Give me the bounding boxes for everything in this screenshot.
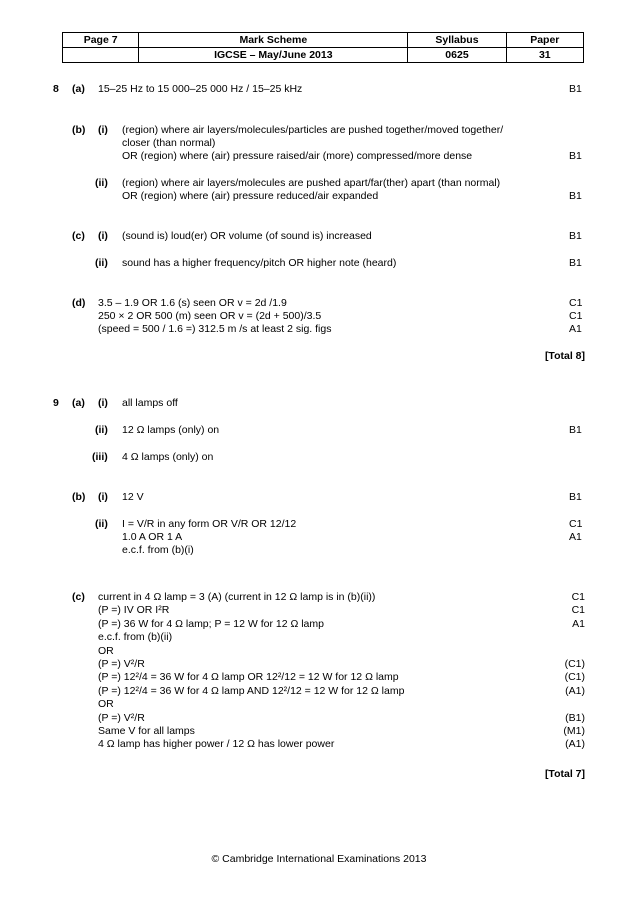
q9-bii-label: (ii) — [95, 518, 108, 530]
q8-d-line1: 3.5 – 1.9 OR 1.6 (s) seen OR v = 2d /1.9 — [98, 297, 287, 309]
q9-c-line: Same V for all lamps — [98, 725, 195, 737]
q9-bii-line3: e.c.f. from (b)(i) — [122, 544, 194, 556]
header-paper-no: 31 — [506, 48, 583, 63]
q8-cii-label: (ii) — [95, 257, 108, 269]
q9-c-mark: (A1) — [565, 738, 585, 751]
q9-c-line: (P =) 12²/4 = 36 W for 4 Ω lamp OR 12²/12 = 12 W for 12 Ω lamp — [98, 671, 399, 684]
header-blank — [63, 48, 139, 63]
q9-c-mark: (C1) — [564, 658, 585, 670]
q9-ai-text: all lamps off — [122, 397, 178, 409]
q8-cii-text: sound has a higher frequency/pitch OR higher note (heard) — [122, 257, 397, 269]
q8-d-mark2: C1 — [569, 310, 583, 322]
header-mark-scheme: Mark Scheme — [139, 33, 408, 48]
q9-c-mark: C1 — [571, 591, 585, 603]
q9-c-mark: A1 — [572, 617, 585, 630]
q9-c-mark: (A1) — [565, 684, 585, 697]
q9-total: [Total 7] — [544, 768, 585, 780]
q9-c-line: (P =) 12²/4 = 36 W for 4 Ω lamp AND 12²/12 = 12 W for 12 Ω lamp — [98, 684, 405, 697]
q8-bi-line3: OR (region) where (air) pressure raised/air (more) compressed/more dense — [122, 150, 473, 162]
q9-c-label: (c) — [72, 591, 85, 603]
q9-c-mark: C1 — [571, 604, 585, 617]
q9-c-line: 4 Ω lamp has higher power / 12 Ω has lower power — [98, 738, 335, 751]
q8-d-line3: (speed = 500 / 1.6 =) 312.5 m /s at least 2 sig. figs — [98, 323, 332, 335]
q8-d-label: (d) — [72, 297, 86, 309]
q8-bi-label: (i) — [98, 124, 108, 136]
q9-c-mark: (C1) — [564, 671, 585, 684]
q9-c-line: (P =) 36 W for 4 Ω lamp; P = 12 W for 12 Ω lamp — [98, 617, 324, 630]
q8-ci-mark: B1 — [569, 230, 582, 242]
question-number-8: 8 — [53, 83, 59, 95]
header-paper: Paper — [506, 33, 583, 48]
q9-aii-mark: B1 — [569, 424, 582, 436]
q9-bi-mark: B1 — [569, 491, 582, 503]
q9-bii-line1: I = V/R in any form OR V/R OR 12/12 — [122, 518, 297, 530]
q9-b-label: (b) — [72, 491, 86, 503]
q9-bi-label: (i) — [98, 491, 108, 503]
q9-aiii-text: 4 Ω lamps (only) on — [122, 451, 214, 463]
q8-total: [Total 8] — [544, 350, 585, 362]
q9-c-line: (P =) IV OR I²R — [98, 604, 170, 617]
q9-c-mark: (B1) — [565, 711, 585, 724]
q8-bii-line1: (region) where air layers/molecules are pushed apart/far(ther) apart (than normal) — [122, 177, 501, 189]
q9-bii-mark1: C1 — [569, 518, 583, 530]
q9-c-line: (P =) V²/R — [98, 658, 145, 670]
q9-ai-label: (i) — [98, 397, 108, 409]
header-syllabus-code: 0625 — [408, 48, 506, 63]
q8-c-label: (c) — [72, 230, 85, 242]
q9-aiii-label: (iii) — [92, 451, 108, 463]
q8-cii-mark: B1 — [569, 257, 582, 269]
q8-bi-line1: (region) where air layers/molecules/particles are pushed together/moved together/ — [122, 124, 504, 136]
q9-bii-mark2: A1 — [569, 531, 582, 543]
q8-d-mark1: C1 — [569, 297, 583, 309]
q8-a-mark: B1 — [569, 83, 582, 95]
header-syllabus: Syllabus — [408, 33, 506, 48]
q8-a-text: 15–25 Hz to 15 000–25 000 Hz / 15–25 kHz — [98, 83, 303, 95]
q9-c-line: OR — [98, 698, 114, 711]
q9-c-line: OR — [98, 644, 114, 657]
q9-bii-line2: 1.0 A OR 1 A — [122, 531, 183, 543]
q8-d-line2: 250 × 2 OR 500 (m) seen OR v = (2d + 500)/3.5 — [98, 310, 322, 322]
q8-bii-mark: B1 — [569, 190, 582, 202]
q8-ci-text: (sound is) loud(er) OR volume (of sound is) increased — [122, 230, 372, 242]
q8-bii-label: (ii) — [95, 177, 108, 189]
q8-a-label: (a) — [72, 83, 85, 95]
header-page: Page 7 — [63, 33, 139, 48]
q9-aii-label: (ii) — [95, 424, 108, 436]
q9-c-line: e.c.f. from (b)(ii) — [98, 631, 173, 644]
q8-bi-mark: B1 — [569, 150, 582, 162]
q8-ci-label: (i) — [98, 230, 108, 242]
q9-aii-text: 12 Ω lamps (only) on — [122, 424, 220, 436]
copyright-footer: © Cambridge International Examinations 2013 — [211, 853, 427, 865]
q8-b-label: (b) — [72, 124, 86, 136]
q9-c-line: current in 4 Ω lamp = 3 (A) (current in 12 Ω lamp is in (b)(ii)) — [98, 591, 376, 603]
q9-c-line: (P =) V²/R — [98, 711, 145, 724]
q9-a-label: (a) — [72, 397, 85, 409]
q9-c-mark: (M1) — [563, 725, 585, 737]
q8-bi-line2: closer (than normal) — [122, 137, 216, 149]
header-session: IGCSE – May/June 2013 — [139, 48, 408, 63]
q8-bii-line2: OR (region) where (air) pressure reduced/air expanded — [122, 190, 379, 202]
header-table — [62, 32, 584, 63]
q9-bi-text: 12 V — [122, 491, 144, 503]
question-number-9: 9 — [53, 397, 59, 409]
q8-d-mark3: A1 — [569, 323, 582, 335]
